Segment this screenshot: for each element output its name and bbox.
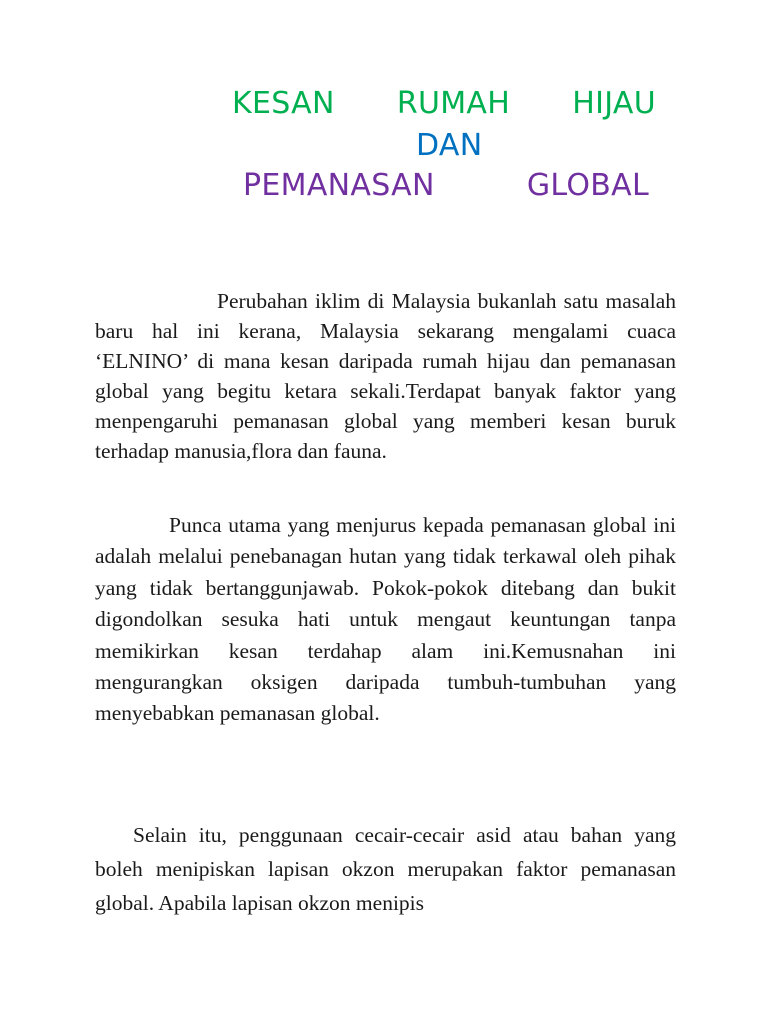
title-word-hijau: HIJAU <box>572 86 656 121</box>
title-word-rumah: RUMAH <box>396 86 511 121</box>
paragraph-3: Selain itu, penggunaan cecair-cecair asid atau bahan yang boleh menipiskan lapisan okzon merupakan faktor pemanasan global. Apabila lapisan okzon menipis <box>95 823 676 915</box>
title-line-2: DAN <box>416 128 483 163</box>
title-line-1 <box>232 86 656 121</box>
title-word-kesan: KESAN <box>232 86 335 121</box>
title-word-global: GLOBAL <box>526 168 649 203</box>
paragraph-2: Punca utama yang menjurus kepada pemanasan global ini adalah melalui penebanagan hutan yang tidak terkawal oleh pihak yang tidak bertanggunjawab. Pokok-pokok ditebang dan bukit digondolkan sesuka hati untuk mengaut keuntungan tanpa memikirkan kesan terdahap alam ini.Kemusnahan ini mengurangkan oksigen daripada tumbuh-tumbuhan yang menyebabkan pemanasan global. <box>95 513 676 726</box>
paragraph-1: Perubahan iklim di Malaysia bukanlah satu masalah baru hal ini kerana, Malaysia sekarang mengalami cuaca ‘ELNINO’ di mana kesan daripada rumah hijau dan pemanasan global yang begitu ketara sekali.Terdapat banyak faktor yang menpengaruhi pemanasan global yang memberi kesan buruk terhadap manusia,flora dan fauna. <box>95 289 676 463</box>
title-word-pemanasan: PEMANASAN <box>243 168 435 203</box>
title-line-3 <box>243 168 649 203</box>
